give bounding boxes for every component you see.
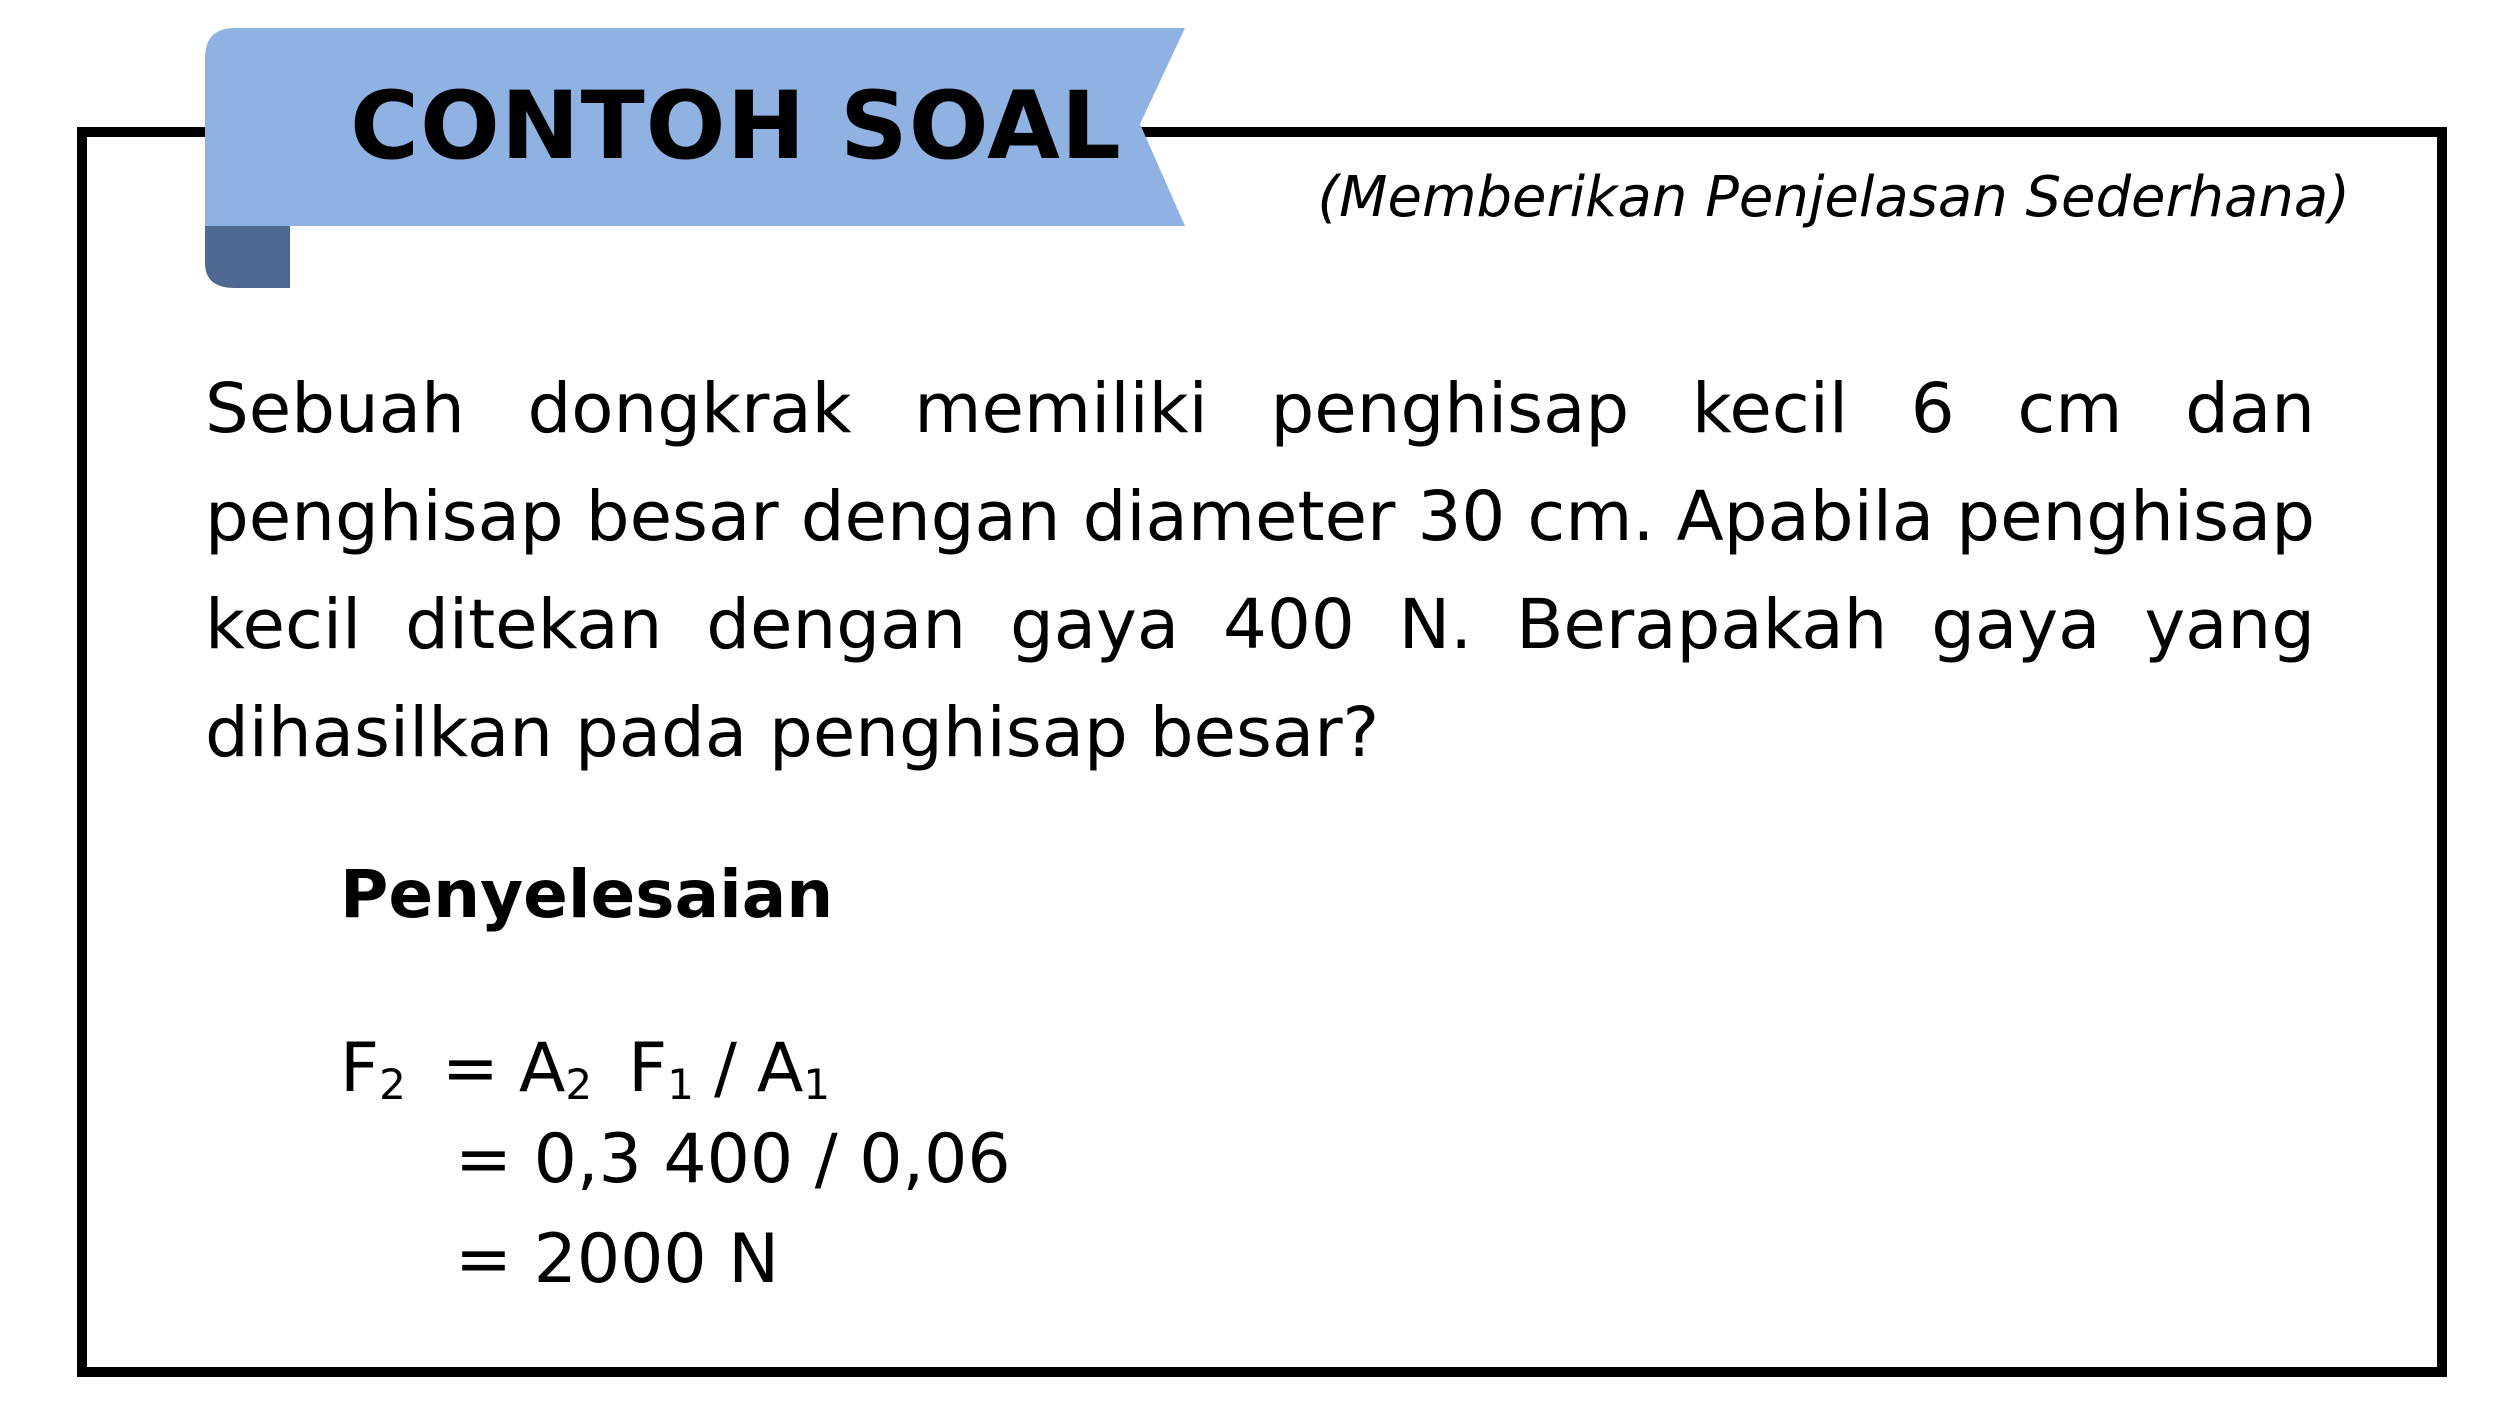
symbol-a2: $A_2$ — [518, 1029, 593, 1109]
equation-line-2: = 0,3 400 / 0,06 — [455, 1120, 1011, 1199]
equals-sign: = — [441, 1029, 499, 1108]
symbol-f1: $F_1$ — [628, 1029, 694, 1109]
question-text: Sebuah dongkrak memiliki penghisap kecil 6 cm dan penghisap besar dengan diameter 30 cm. Apabila penghisap kecil ditekan dengan gaya 400 N. Berapakah gaya yang dihasilkan pada penghisap besar? — [205, 369, 2315, 773]
division-slash: / — [713, 1029, 737, 1108]
banner-subtitle: (Memberikan Penjelasan Sederhana) — [1317, 165, 2350, 230]
equation-line-3: = 2000 N — [455, 1220, 780, 1299]
solution-heading: Penyelesaian — [340, 856, 834, 933]
equation-line-1 — [340, 1029, 831, 1109]
symbol-a1: $A_1$ — [756, 1029, 831, 1109]
banner-title: CONTOH SOAL — [350, 72, 1122, 181]
title-ribbon — [205, 28, 1185, 288]
symbol-f2: $F_2$ — [340, 1029, 406, 1109]
